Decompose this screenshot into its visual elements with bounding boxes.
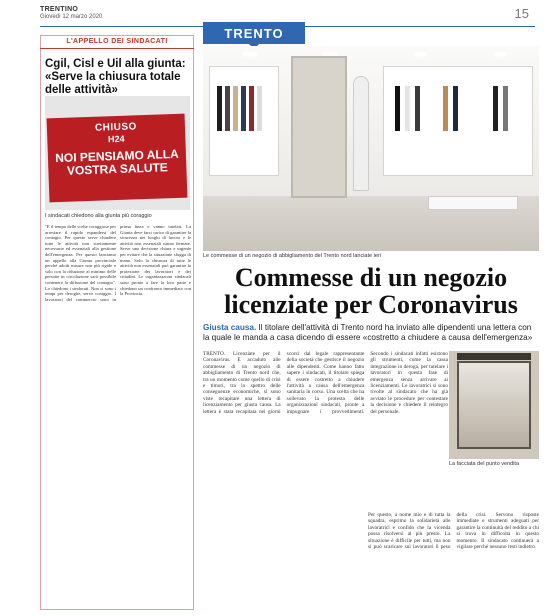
garment (395, 86, 400, 131)
sidebar-title: Cgil, Cisl e Uil alla giunta: «Serve la chiusura totale delle attività» (45, 58, 186, 96)
storefront-photo-caption: La facciata del punto vendita (449, 461, 520, 467)
storefront-photo (449, 351, 539, 459)
garment (415, 86, 420, 131)
sign-line-3: NOI PENSIAMO ALLA VOSTRA SALUTE (54, 146, 179, 178)
closed-sign-image (47, 114, 188, 203)
publication-name: TRENTINO (40, 6, 79, 13)
page-number: 15 (514, 6, 529, 21)
sidebar-body-text: "E il tempo delle scelte coraggiose per arrestare il rapido espandersi del contagio. Per questo serve chiudere tutte le attività non strettamente necessarie ed essenziali alla gestione dell'emergenza. Per questo lanciamo un appello alla Giunta provinciale perché adotti misure non più rigide e solo con la riduzione al minimo delle persone in circolazione sarà possibile contenere la diffusione del contagio". Lo chiedono i sindacati. Non ci sono i tempi per deroghe, serve coraggio. I lavoratori del commercio sono in prima linea e vanno tutelati. La Giunta deve farsi carico di garantire la sicurezza nei luoghi di lavoro e le attività non essenziali vanno fermate. Serve una decisione chiara e urgente per evitare che la situazione sfugga di mano. Solo la chiusura di tutte le attività non essenziali può garantire la protezione dei lavoratori e dei cittadini. Le organizzazioni sindacali sono pronte a fare la loro parte e chiedono un confronto immediato con la Provincia. (45, 224, 191, 302)
store-doorway (291, 56, 347, 198)
garment (233, 86, 238, 131)
display-bench (428, 196, 518, 210)
ceiling-light (243, 52, 257, 56)
publication-date: Giovedì 12 marzo 2020 (40, 14, 103, 20)
garment (453, 86, 458, 131)
subheadline (203, 323, 539, 343)
garment (493, 86, 498, 131)
ceiling-light (413, 52, 427, 56)
garment (257, 86, 262, 131)
garment (405, 86, 410, 131)
garment (241, 86, 246, 131)
storefront-sign (457, 353, 531, 360)
garment (443, 86, 448, 131)
mannequin (353, 76, 369, 191)
article-body-continued: Per questo, a nome mio e di tutta la squadra, esprimo la solidarietà alle lavoratrici e confido che la vicenda possa risolversi al più presto. La situazione è difficile per tutti, ma non si può scaricare sui lavoratori il peso della crisi. Servono risposte immediate e strumenti adeguati per garantire la continuità del reddito a chi si trova in difficoltà in questo momento. Il sindacato continuerà a vigilare perché nessuno resti indietro. (368, 512, 539, 551)
section-label (203, 22, 305, 44)
headline: Commesse di un negozio licenziate per Coronavirus (224, 263, 518, 319)
section-label-text: TRENTO (224, 25, 284, 41)
garment (225, 86, 230, 131)
subhead-lead: Giusta causa. (203, 323, 257, 332)
sidebar-kicker: L'APPELLO DEI SINDACATI (40, 35, 194, 49)
garment (503, 86, 508, 131)
main-photo-caption: Le commesse di un negozio di abbigliamento del Trento nord lanciate ieri (203, 253, 381, 259)
storefront-window (457, 361, 531, 449)
garment (217, 86, 222, 131)
sign-line-1: CHIUSO (94, 121, 138, 134)
sidebar-photo-caption: I sindacati chiedono alla giunta più coraggio (45, 213, 152, 219)
ceiling-light (493, 52, 507, 56)
subhead-text: Il titolare dell'attività di Trento nord ha inviato alle dipendenti una lettera con la quale le manda a casa dicendo di essere «costretto a chiudere a causa dell'emergenza» (203, 323, 533, 342)
article-body: TRENTO. Licenziate per il Coronavirus. E accaduto alle commesse di un negozio di abbigliamento di Trento nord che, tra un momento come quello di crisi e timori, tra lo spettro delle conseguenze economiche, si sono viste recapitare una lettera di licenziamento per giusta causa. La lettera è stata recapitata nei giorni scorsi dal legale rappresentante della società che gestisce il negozio alle dipendenti. Come hanno fatto sapere i sindacati, il titolare spiega di essere costretto a chiudere l'attività a causa dell'emergenza sanitaria in corso. Una scelta che ha sollevato la protesta delle organizzazioni sindacali, pronte a impugnare i provvedimenti. Secondo i sindacati infatti esistono gli strumenti, come la cassa integrazione in deroga, per tutelare i lavoratori in questa fase di emergenza senza arrivare ai licenziamenti. Le lavoratrici si sono rivolte al sindacato che ha già avviato le procedure per contestare la decisione e chiedere il reintegro del personale. (203, 351, 448, 415)
sidebar-photo (45, 96, 190, 210)
sign-line-2: H24 (107, 133, 125, 145)
garment (249, 86, 254, 131)
store-interior-photo (203, 46, 539, 251)
